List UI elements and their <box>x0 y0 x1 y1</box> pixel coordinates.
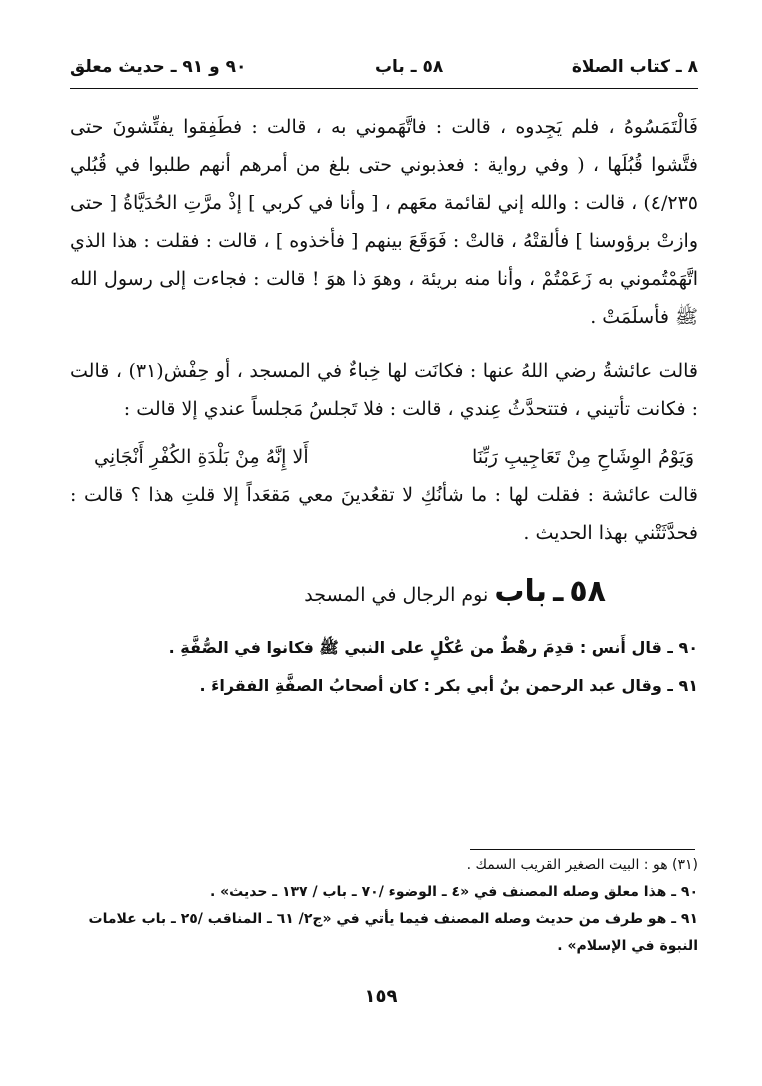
hadith-91: ٩١ ـ وقال عبد الرحمن بنُ أبي بكر : كان أصحابُ الصفَّةِ الفقراءَ . <box>199 676 698 695</box>
chapter-dash: ـ <box>553 574 564 609</box>
paragraph: قالت عائشةُ رضي اللهُ عنها : فكانَت لها خِباءٌ في المسجد ، أو حِفْش(٣١) ، قالت : فكانت تأتيني ، فتتحدَّثُ عِندي ، قالت : فلا تَجلسُ مَجلساً عندي إلا قالت : <box>70 360 698 420</box>
header-chapter: ٥٨ ـ باب <box>374 57 444 77</box>
chapter-title: نوم الرجال في المسجد <box>304 584 489 606</box>
footnote-90: ٩٠ ـ هذا معلق وصله المصنف في «٤ ـ الوضوء /٧٠ ـ باب / ١٣٧ ـ حديث» . <box>209 884 698 900</box>
header-book-title: ٨ ـ كتاب الصلاة <box>571 57 698 77</box>
footnotes <box>70 852 698 960</box>
paragraph: فَالْتَمَسُوهُ ، فلم يَجِدوه ، قالت : فاتَّهَموني به ، قالت : فطَفِقوا يفتِّشونَ حتى فتَّشوا قُبُلَها ، ( وفي رواية : فعذبوني حتى بلغ من أمرهم أنهم طلبوا في قُبُلي ٤/٢٣٥) ، قالت : والله إني لقائمة معَهم ، [ وأنا في كربي ] إذْ مرَّتِ الحُدَيَّاةُ [ حتى وازتْ برؤوسنا ] فألقتْهُ ، قالتْ : فَوَقَعَ بينهم [ فأخذوه ] ، قالت : فقلت : هذا الذي اتَّهَمْتُموني به زَعَمْتُمْ ، وأنا منه بريئة ، وهوَ ذا هوَ ! قالت : فجاءت إلى رسول الله ﷺ فأسلَمَتْ . <box>70 116 698 328</box>
paragraph: قالت عائشة : فقلت لها : ما شأنُكِ لا تقعُدينَ معي مَقعَداً إلا قلتِ هذا ؟ قالت : فحدَّثَتْني بهذا الحديث . <box>70 484 698 544</box>
footnote-91: ٩١ ـ هو طرف من حديث وصله المصنف فيما يأتي في «ج٢/ ٦١ ـ المناقب /٢٥ ـ باب علامات النبوة في الإسلام» . <box>88 911 698 954</box>
poetry-verse <box>70 438 698 476</box>
chapter-heading <box>70 566 698 621</box>
verse-hemistich-second: أَلا إِنَّهُ مِنْ بَلْدَةِ الكُفْرِ أَنْجَانِي <box>94 446 309 468</box>
page-number: ١٥٩ <box>364 986 398 1007</box>
footnote-31: (٣١) هو : البيت الصغير القريب السمك . <box>466 857 698 873</box>
main-text <box>70 108 698 705</box>
footnote-divider <box>470 849 695 850</box>
hadith-90: ٩٠ ـ قال أَنس : قدِمَ رهْطٌ من عُكْلٍ على النبي ﷺ فكانوا في الصُّفَّةِ . <box>168 638 698 657</box>
chapter-word: باب <box>494 574 548 609</box>
header-divider <box>70 88 698 89</box>
verse-hemistich-first: وَيَوْمُ الوِشَاحِ مِنْ تَعَاجِيبِ رَبِّنَا <box>471 446 694 468</box>
header-hadith-ref: ٩٠ و ٩١ ـ حديث معلق <box>70 57 247 77</box>
chapter-number: ٥٨ <box>569 574 606 609</box>
running-header <box>70 50 698 84</box>
